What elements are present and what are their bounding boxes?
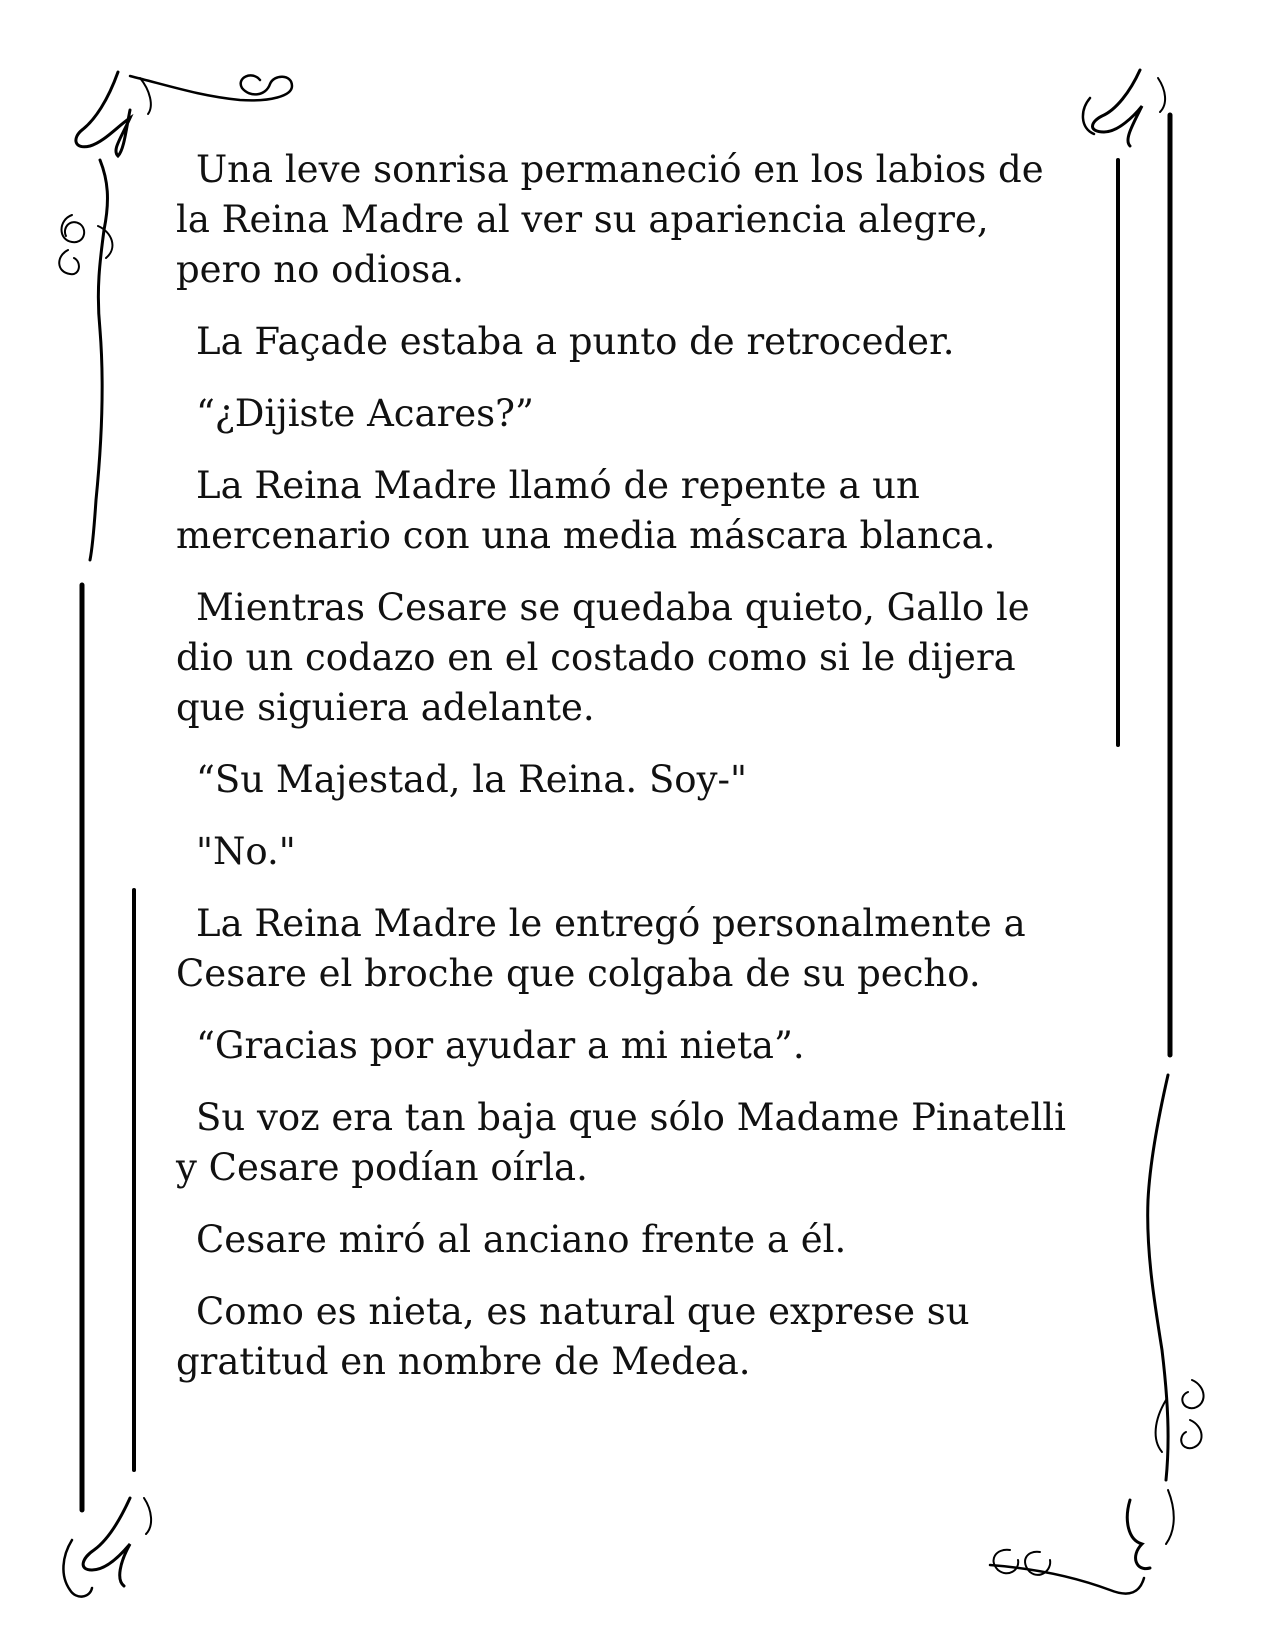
paragraph: "No." <box>196 830 296 873</box>
top-right-flourish <box>1083 70 1165 146</box>
paragraph: Una leve sonrisa permaneció en los labios de la Reina Madre al ver su apariencia alegre, pero no odiosa. <box>176 148 1044 291</box>
paragraph: Cesare miró al anciano frente a él. <box>196 1218 847 1261</box>
paragraph: “¿Dijiste Acares?” <box>196 392 534 435</box>
paragraph: “Gracias por ayudar a mi nieta”. <box>196 1024 805 1067</box>
story-text <box>176 145 1076 1409</box>
paragraph: La Reina Madre le entregó personalmente a Cesare el broche que colgaba de su pecho. <box>176 902 1026 995</box>
bottom-left-flourish <box>63 1498 151 1597</box>
paragraph: Mientras Cesare se quedaba quieto, Gallo le dio un codazo en el costado como si le dijera que siguiera adelante. <box>176 586 1030 729</box>
paragraph: Su voz era tan baja que sólo Madame Pinatelli y Cesare podían oírla. <box>176 1096 1066 1189</box>
paragraph: La Reina Madre llamó de repente a un mercenario con una media máscara blanca. <box>176 464 996 557</box>
paragraph: La Façade estaba a punto de retroceder. <box>196 320 955 363</box>
paragraph: Como es nieta, es natural que exprese su gratitud en nombre de Medea. <box>176 1290 970 1383</box>
paragraph: “Su Majestad, la Reina. Soy-" <box>196 758 747 801</box>
